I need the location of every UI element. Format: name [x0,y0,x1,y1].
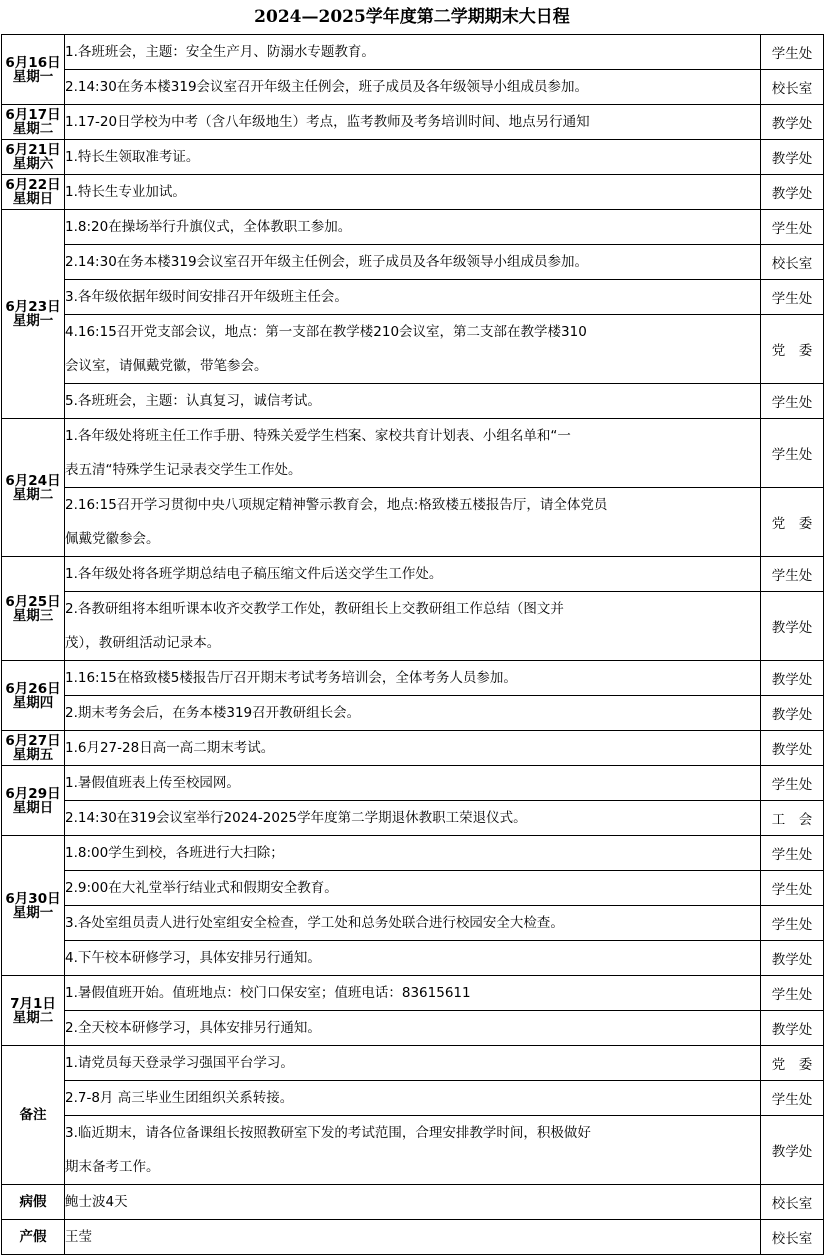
event-item-line: 表五清“特殊学生记录表交学生工作处。 [65,462,302,478]
date-label: 6月24日 [5,472,61,489]
weekday-label: 星期一 [12,68,54,85]
schedule-row [2,557,824,592]
department-cell: 教学处 [761,1116,824,1185]
event-item: 2.7-8月 高三毕业生团组织关系转接。 [65,1081,761,1116]
event-item [65,419,761,488]
date-cell [2,105,65,140]
schedule-row [2,384,824,419]
date-label: 6月26日 [5,680,61,697]
notes-row [2,1116,824,1185]
event-item-line: 1.各年级处将班主任工作手册、特殊关爱学生档案、家校共育计划表、小组名单和“一 [65,428,571,444]
date-cell [2,731,65,766]
date-label: 6月30日 [5,890,61,907]
event-item: 2.14:30在务本楼319会议室召开年级主任例会，班子成员及各年级领导小组成员参加。 [65,245,761,280]
event-item-line: 4.16:15召开党支部会议，地点：第一支部在教学楼210会议室，第二支部在教学楼310 [65,324,587,340]
date-cell [2,35,65,105]
department-cell: 党 委 [761,315,824,384]
event-item: 1.8:00学生到校，各班进行大扫除； [65,836,761,871]
department-cell: 党 委 [761,488,824,557]
department-cell: 学生处 [761,35,824,70]
weekday-label: 星期二 [12,486,54,503]
event-item [65,315,761,384]
schedule-row [2,801,824,836]
event-item: 2.14:30在319会议室举行2024-2025学年度第二学期退休教职工荣退仪式。 [65,801,761,836]
department-cell: 校长室 [761,245,824,280]
leave-text: 鲍士波4天 [65,1185,761,1220]
event-item: 1.特长生领取准考证。 [65,140,761,175]
department-cell: 教学处 [761,941,824,976]
schedule-row [2,1011,824,1046]
schedule-table [1,34,824,1255]
schedule-row [2,696,824,731]
page-title: 2024—2025学年度第二学期期末大日程 [254,7,570,27]
event-item: 1.8:20在操场举行升旗仪式，全体教职工参加。 [65,210,761,245]
weekday-label: 星期二 [12,121,54,137]
date-cell [2,836,65,976]
schedule-row [2,315,824,384]
department-cell: 工 会 [761,801,824,836]
weekday-label: 星期五 [12,747,54,763]
event-item: 1.17-20日学校为中考（含八年级地生）考点，监考教师及考务培训时间、地点另行通知 [65,105,761,140]
schedule-row [2,488,824,557]
department-cell: 教学处 [761,592,824,661]
leave-row [2,1185,824,1220]
event-item: 1.暑假值班开始。值班地点：校门口保安室；值班电话：83615611 [65,976,761,1011]
department-cell: 教学处 [761,140,824,175]
schedule-row [2,592,824,661]
weekday-label: 星期日 [12,799,54,816]
weekday-label: 星期三 [12,607,54,624]
schedule-row [2,210,824,245]
date-cell [2,557,65,661]
event-item-line: 会议室，请佩戴党徽，带笔参会。 [65,358,268,374]
event-item: 2.9:00在大礼堂举行结业式和假期安全教育。 [65,871,761,906]
department-cell: 学生处 [761,419,824,488]
event-item [65,1116,761,1185]
weekday-label: 星期日 [12,191,54,207]
event-item: 1.6月27-28日高一高二期末考试。 [65,731,761,766]
department-cell: 校长室 [761,70,824,105]
date-label: 6月17日 [5,107,61,123]
event-item-line: 期末备考工作。 [65,1159,160,1175]
date-cell [2,210,65,419]
event-item: 4.下午校本研修学习，具体安排另行通知。 [65,941,761,976]
department-cell: 校长室 [761,1220,824,1255]
schedule-row [2,941,824,976]
event-item-line: 3.临近期末，请各位备课组长按照教研室下发的考试范围，合理安排教学时间，积极做好 [65,1125,591,1141]
department-cell: 党 委 [761,1046,824,1081]
schedule-row [2,175,824,210]
leave-label-cell: 病假 [2,1185,65,1220]
event-item-line: 2.各教研组将本组听课本收齐交教学工作处，教研组长上交教研组工作总结（图文并 [65,601,564,617]
notes-label-cell: 备注 [2,1046,65,1185]
event-item [65,488,761,557]
event-item: 1.特长生专业加试。 [65,175,761,210]
department-cell: 学生处 [761,280,824,315]
date-cell [2,766,65,836]
event-item: 1.各班班会，主题：安全生产月、防溺水专题教育。 [65,35,761,70]
department-cell: 教学处 [761,661,824,696]
date-label: 6月29日 [5,785,61,802]
date-cell [2,976,65,1046]
weekday-label: 星期一 [12,904,54,921]
date-label: 7月1日 [10,995,56,1012]
schedule-row [2,836,824,871]
schedule-row [2,280,824,315]
notes-row [2,1046,824,1081]
event-item: 2.期末考务会后，在务本楼319召开教研组长会。 [65,696,761,731]
schedule-row [2,906,824,941]
department-cell: 教学处 [761,731,824,766]
weekday-label: 星期四 [12,694,54,711]
event-item-line: 佩戴党徽参会。 [65,531,160,547]
department-cell: 学生处 [761,871,824,906]
schedule-row [2,245,824,280]
date-label: 6月25日 [5,593,61,610]
schedule-row [2,871,824,906]
department-cell: 校长室 [761,1185,824,1220]
department-cell: 教学处 [761,105,824,140]
schedule-row [2,105,824,140]
date-cell [2,140,65,175]
department-cell: 教学处 [761,175,824,210]
weekday-label: 星期二 [12,1009,54,1026]
date-label: 6月21日 [5,142,61,158]
event-item: 3.各年级依据年级时间安排召开年级班主任会。 [65,280,761,315]
department-cell: 学生处 [761,836,824,871]
date-cell [2,661,65,731]
event-item: 1.暑假值班表上传至校园网。 [65,766,761,801]
department-cell: 教学处 [761,696,824,731]
event-item: 1.各年级处将各班学期总结电子稿压缩文件后送交学生工作处。 [65,557,761,592]
date-cell [2,419,65,557]
leave-text: 王莹 [65,1220,761,1255]
date-label: 6月16日 [5,54,61,71]
department-cell: 学生处 [761,1081,824,1116]
department-cell: 教学处 [761,1011,824,1046]
schedule-row [2,976,824,1011]
date-label: 6月22日 [5,177,61,193]
department-cell: 学生处 [761,384,824,419]
date-cell [2,175,65,210]
department-cell: 学生处 [761,976,824,1011]
event-item: 1.16:15在格致楼5楼报告厅召开期末考试考务培训会，全体考务人员参加。 [65,661,761,696]
leave-label-cell: 产假 [2,1220,65,1255]
event-item: 5.各班班会，主题：认真复习，诚信考试。 [65,384,761,419]
date-label: 6月27日 [5,733,61,749]
event-item: 1.请党员每天登录学习强国平台学习。 [65,1046,761,1081]
event-item: 3.各处室组员责人进行处室组安全检查，学工处和总务处联合进行校园安全大检查。 [65,906,761,941]
schedule-row [2,419,824,488]
schedule-row [2,731,824,766]
department-cell: 学生处 [761,210,824,245]
event-item: 2.全天校本研修学习，具体安排另行通知。 [65,1011,761,1046]
notes-row [2,1081,824,1116]
event-item [65,592,761,661]
event-item-line: 2.16:15召开学习贯彻中央八项规定精神警示教育会，地点:格致楼五楼报告厅，请全体党员 [65,497,608,513]
weekday-label: 星期一 [12,313,54,329]
schedule-row [2,70,824,105]
weekday-label: 星期六 [12,156,54,172]
schedule-row [2,766,824,801]
department-cell: 学生处 [761,906,824,941]
schedule-row [2,140,824,175]
date-label: 6月23日 [5,299,61,315]
department-cell: 学生处 [761,557,824,592]
event-item-line: 茂），教研组活动记录本。 [65,635,221,651]
schedule-row [2,661,824,696]
department-cell: 学生处 [761,766,824,801]
event-item: 2.14:30在务本楼319会议室召开年级主任例会，班子成员及各年级领导小组成员参加。 [65,70,761,105]
schedule-row [2,35,824,70]
